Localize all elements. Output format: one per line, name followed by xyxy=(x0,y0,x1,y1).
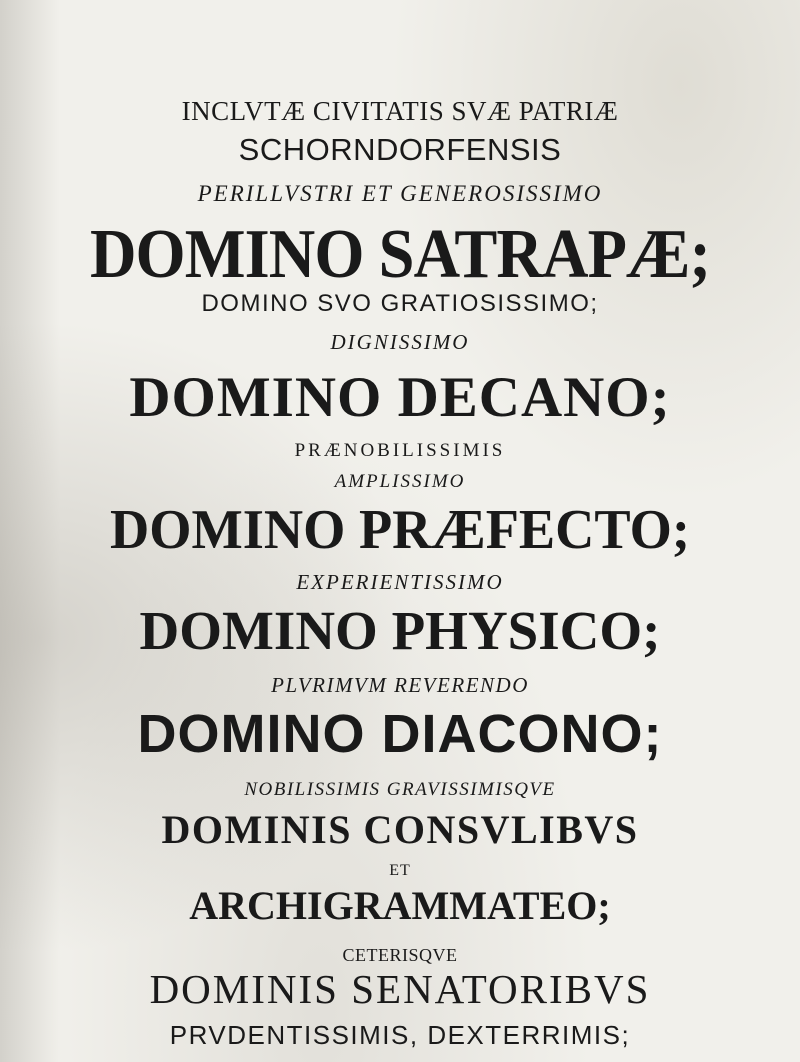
dedication-line-diacono: DOMINO DIACONO; xyxy=(137,704,663,764)
dedication-line-senatoribvs: DOMINIS SENATORIBVS xyxy=(149,966,651,1012)
dedication-line-decano: DOMINO DECANO; xyxy=(129,366,671,429)
dedication-line-et: ET xyxy=(389,862,411,879)
dedication-line-prvdentissimis: PRVDENTISSIMIS, DEXTERRIMIS; xyxy=(169,1020,631,1050)
dedication-line-experientissimo: EXPERIENTISSIMO xyxy=(296,570,504,594)
dedication-line-civitatis: INCLVTÆ CIVITATIS SVÆ PATRIÆ xyxy=(181,96,619,126)
dedication-line-amplissimo: AMPLISSIMO xyxy=(334,471,466,492)
dedication-line-consvlibvs: DOMINIS CONSVLIBVS xyxy=(161,807,639,852)
dedication-line-nobilissimis: NOBILISSIMIS GRAVISSIMISQVE xyxy=(244,779,556,800)
dedication-line-domino-svo: DOMINO SVO GRATIOSISSIMO; xyxy=(201,290,599,317)
dedication-line-physico: DOMINO PHYSICO; xyxy=(139,600,661,661)
dedication-line-plvrimvm-reverendo: PLVRIMVM REVERENDO xyxy=(271,673,529,697)
dedication-line-ceterisqve: CETERISQVE xyxy=(342,945,458,965)
dedication-line-praefecto: DOMINO PRÆFECTO; xyxy=(110,499,690,561)
dedication-line-praenobilissimis: PRÆNOBILISSIMIS xyxy=(294,440,506,461)
dedication-line-satrapae: DOMINO SATRAPÆ; xyxy=(89,216,711,293)
dedication-line-archigrammateo: ARCHIGRAMMATEO; xyxy=(189,883,611,928)
dedication-line-dignissimo: DIGNISSIMO xyxy=(330,330,470,354)
dedication-line-schorndorfensis: SCHORNDORFENSIS xyxy=(238,132,562,167)
dedication-line-perillvstri: PERILLVSTRI ET GENEROSISSIMO xyxy=(197,181,603,206)
